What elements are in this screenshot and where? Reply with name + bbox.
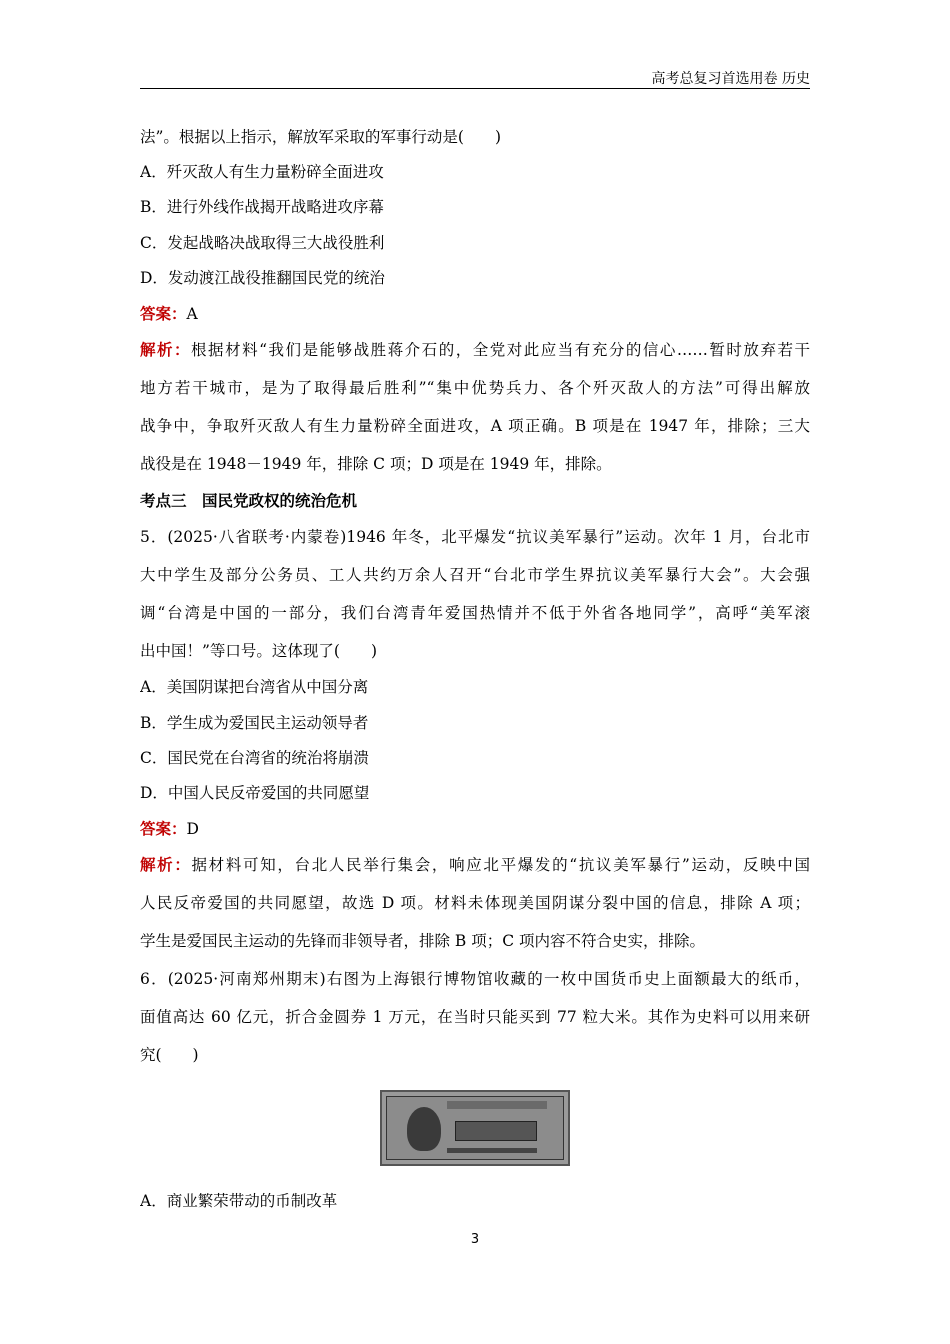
q4-analysis-line-3: 战争中，争取歼灭敌人有生力量粉碎全面进攻，A 项正确。B 项是在 1947 年，排除；三大	[140, 417, 810, 436]
banknote-image	[380, 1090, 570, 1166]
running-header: 高考总复习首选用卷 历史	[651, 71, 810, 87]
q5-analysis-line-1	[140, 846, 810, 884]
answer-label: 答案：	[140, 819, 187, 839]
header-divider	[140, 88, 810, 89]
q5-analysis-line-2: 人民反帝爱国的共同愿望，故选 D 项。材料未体现美国阴谋分裂中国的信息，排除 A 项；	[140, 894, 810, 913]
answer-value: D	[186, 820, 199, 839]
q5-stem-line-2: 大中学生及部分公务员、工人共约万余人召开“台北市学生界抗议美军暴行大会”。大会强	[140, 566, 810, 585]
figure-area	[140, 1074, 810, 1184]
question-4-tail: 法”。根据以上指示，解放军采取的军事行动是( )	[140, 128, 502, 146]
page-number: 3	[470, 1232, 480, 1247]
q6-stem-line-3: 究( )	[140, 1046, 199, 1065]
section-heading: 考点三 国民党政权的统治危机	[140, 491, 358, 511]
q5-option-a: A．美国阴谋把台湾省从中国分离	[140, 678, 369, 697]
q4-option-b: B．进行外线作战揭开战略进攻序幕	[140, 198, 384, 217]
analysis-text: 根据材料“我们是能够战胜蒋介石的，全党对此应当有充分的信心……暂时放弃若干	[191, 341, 810, 360]
q4-analysis-line-1	[140, 331, 810, 369]
q6-stem-line-2: 面值高达 60 亿元，折合金圆券 1 万元，在当时只能买到 77 粒大米。其作为史料可以用来研	[140, 1008, 810, 1027]
q5-stem-line-1: 5．(2025·八省联考·内蒙卷)1946 年冬，北平爆发“抗议美军暴行”运动。次年 1 月，台北市	[140, 528, 810, 547]
q5-option-c: C．国民党在台湾省的统治将崩溃	[140, 748, 369, 767]
q5-stem-line-4: 出中国！”等口号。这体现了( )	[140, 642, 378, 661]
analysis-text: 据材料可知，台北人民举行集会，响应北平爆发的“抗议美军暴行”运动，反映中国	[191, 856, 810, 875]
analysis-label: 解析：	[140, 855, 192, 875]
answer-label: 答案：	[140, 303, 187, 323]
q6-option-a: A．商业繁荣带动的币制改革	[140, 1192, 338, 1211]
q4-analysis-line-2: 地方若干城市，是为了取得最后胜利”“集中优势兵力、各个歼灭敌人的方法”可得出解放	[140, 379, 810, 398]
banknote-border	[386, 1096, 564, 1160]
q4-option-a: A．歼灭敌人有生力量粉碎全面进攻	[140, 163, 384, 182]
banknote-portrait	[407, 1107, 441, 1151]
banknote-bottom-banner	[447, 1148, 537, 1153]
q4-option-d: D．发动渡江战役推翻国民党的统治	[140, 268, 385, 287]
page-body	[140, 120, 810, 1219]
analysis-label: 解析：	[140, 340, 192, 360]
q4-option-c: C．发起战略决战取得三大战役胜利	[140, 233, 385, 252]
q6-stem-line-1: 6．(2025·河南郑州期末)右图为上海银行博物馆收藏的一枚中国货币史上面额最大的纸币，	[140, 970, 810, 989]
q4-answer	[140, 296, 810, 331]
answer-value: A	[186, 304, 198, 323]
q4-analysis-line-4: 战役是在 1948－1949 年，排除 C 项；D 项是在 1949 年，排除。	[140, 455, 612, 474]
banknote-denomination-panel	[455, 1121, 537, 1141]
q5-option-b: B．学生成为爱国民主运动领导者	[140, 713, 369, 732]
banknote-top-banner	[447, 1101, 547, 1109]
q5-stem-line-3: 调“台湾是中国的一部分，我们台湾青年爱国热情并不低于外省各地同学”，高呼“美军滚	[140, 604, 810, 623]
q5-option-d: D．中国人民反帝爱国的共同愿望	[140, 783, 370, 802]
q5-analysis-line-3: 学生是爱国民主运动的先锋而非领导者，排除 B 项；C 项内容不符合史实，排除。	[140, 932, 706, 951]
q5-answer	[140, 811, 810, 846]
